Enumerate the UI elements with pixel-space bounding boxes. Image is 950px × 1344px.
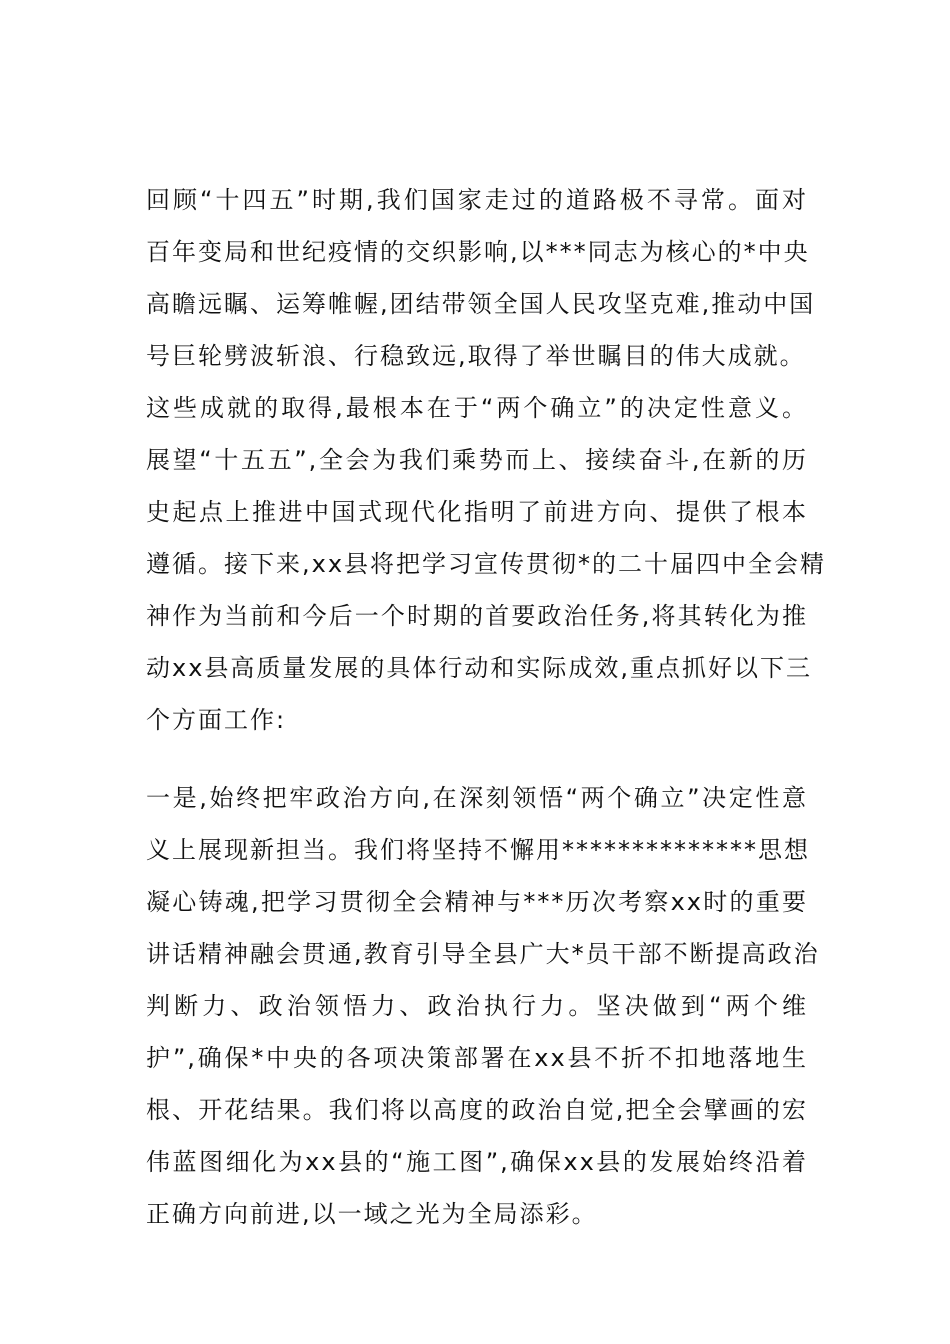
text-line: 遵循。接下来,xx县将把学习宣传贯彻*的二十届四中全会精 bbox=[146, 550, 827, 578]
text-line: 正确方向前进,以一域之光为全局添彩。 bbox=[146, 1200, 598, 1228]
text-line: 动xx县高质量发展的具体行动和实际成效,重点抓好以下三 bbox=[146, 654, 813, 682]
text-line: 根、开花结果。我们将以高度的政治自觉,把全会擘画的宏 bbox=[146, 1096, 808, 1124]
text-line: 神作为当前和今后一个时期的首要政治任务,将其转化为推 bbox=[146, 602, 808, 630]
text-line: 凝心铸魂,把学习贯彻全会精神与***历次考察xx时的重要 bbox=[146, 888, 808, 916]
text-line: 回顾“十四五”时期,我们国家走过的道路极不寻常。面对 bbox=[146, 186, 808, 214]
text-line: 高瞻远瞩、运筹帷幄,团结带领全国人民攻坚克难,推动中国 bbox=[146, 290, 816, 318]
text-line: 百年变局和世纪疫情的交织影响,以***同志为核心的*中央 bbox=[146, 238, 810, 266]
text-line: 伟蓝图细化为xx县的“施工图”,确保xx县的发展始终沿着 bbox=[146, 1148, 808, 1176]
text-line: 这些成就的取得,最根本在于“两个确立”的决定性意义。 bbox=[146, 394, 808, 422]
text-line: 义上展现新担当。我们将坚持不懈用**************思想 bbox=[146, 836, 810, 864]
text-line: 史起点上推进中国式现代化指明了前进方向、提供了根本 bbox=[146, 498, 808, 526]
text-line: 判断力、政治领悟力、政治执行力。坚决做到“两个维 bbox=[146, 992, 808, 1020]
paragraph-intro bbox=[146, 174, 827, 746]
text-line: 个方面工作: bbox=[146, 706, 287, 734]
text-line: 讲话精神融会贯通,教育引导全县广大*员干部不断提高政治 bbox=[146, 940, 820, 968]
text-line: 护”,确保*中央的各项决策部署在xx县不折不扣地落地生 bbox=[146, 1044, 808, 1072]
text-line: 一是,始终把牢政治方向,在深刻领悟“两个确立”决定性意 bbox=[146, 784, 808, 812]
text-line: 展望“十五五”,全会为我们乘势而上、接续奋斗,在新的历 bbox=[146, 446, 808, 474]
text-line: 号巨轮劈波斩浪、行稳致远,取得了举世瞩目的伟大成就。 bbox=[146, 342, 806, 370]
paragraph-point-one bbox=[146, 772, 820, 1240]
